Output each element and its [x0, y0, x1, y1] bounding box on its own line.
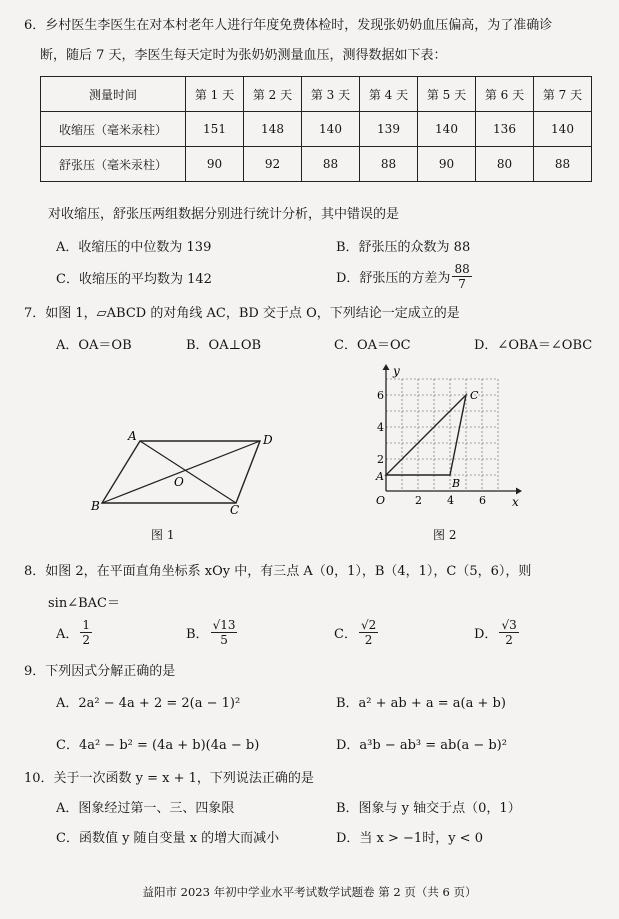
x-tick-6: 6 — [479, 494, 486, 507]
label-c: C — [230, 503, 240, 517]
table-cell: 88 — [302, 147, 360, 182]
point-b-label: B — [452, 477, 461, 490]
figure2-caption: 图 2 — [433, 528, 457, 542]
fraction-numerator: 1 — [82, 618, 91, 632]
q6-option-b: B．舒张压的众数为 88 — [336, 240, 471, 255]
table-header-row — [41, 77, 592, 112]
option-letter: B． — [186, 627, 209, 642]
table-cell: 139 — [360, 112, 418, 147]
table-header: 测量时间 — [41, 77, 186, 112]
table-header: 第 3 天 — [302, 77, 360, 112]
table-header: 第 5 天 — [418, 77, 476, 112]
q6-option-d-fraction — [452, 262, 471, 291]
table-cell: 92 — [244, 147, 302, 182]
label-b: B — [91, 499, 100, 513]
y-tick-4: 4 — [377, 421, 384, 434]
q7-stem: 7．如图 1，▱ABCD 的对角线 AC，BD 交于点 O，下列结论一定成立的是 — [24, 306, 460, 321]
table-cell: 90 — [418, 147, 476, 182]
fraction-denominator: 2 — [82, 633, 91, 647]
q10-stem: 10．关于一次函数 y = x + 1，下列说法正确的是 — [24, 771, 314, 786]
table-cell: 88 — [360, 147, 418, 182]
table-cell: 88 — [534, 147, 592, 182]
q6-option-d-text: D．舒张压的方差为 — [336, 271, 451, 286]
option-letter: A． — [56, 627, 79, 642]
label-o: O — [174, 475, 184, 489]
table-cell: 80 — [476, 147, 534, 182]
q10-option-c: C．函数值 y 随自变量 x 的增大而减小 — [56, 831, 280, 846]
point-c-label: C — [470, 389, 479, 402]
table-cell: 140 — [534, 112, 592, 147]
figure1-parallelogram — [88, 428, 288, 518]
q9-option-b: B．a² + ab + a = a(a + b) — [336, 696, 506, 711]
point-a-label: A — [376, 470, 384, 483]
grid-lines — [386, 379, 498, 491]
fraction-numerator: 88 — [454, 262, 470, 276]
table-cell: 136 — [476, 112, 534, 147]
q9-stem: 9．下列因式分解正确的是 — [24, 664, 176, 679]
y-tick-2: 2 — [377, 453, 384, 466]
q6-option-c: C．收缩压的平均数为 142 — [56, 272, 212, 287]
option-fraction — [499, 618, 518, 647]
label-a: A — [128, 429, 137, 443]
diagonal-ac — [140, 441, 236, 503]
q6-stem-line2: 断，随后 7 天，李医生每天定时为张奶奶测量血压，测得数据如下表： — [40, 48, 447, 63]
table-header: 第 2 天 — [244, 77, 302, 112]
table-row — [41, 147, 592, 182]
q8-stem-line2: sin∠BAC＝ — [48, 596, 120, 611]
y-axis-arrow — [383, 364, 390, 370]
option-letter: C． — [334, 627, 357, 642]
fraction-denominator: 2 — [505, 633, 513, 647]
q8-option-b — [186, 618, 237, 647]
table-header: 第 4 天 — [360, 77, 418, 112]
y-tick-6: 6 — [377, 389, 384, 402]
option-fraction — [359, 618, 378, 647]
x-axis-arrow — [516, 488, 522, 495]
table-cell: 140 — [302, 112, 360, 147]
diagonal-bd — [102, 441, 260, 503]
table-cell: 90 — [186, 147, 244, 182]
q8-stem: 8．如图 2，在平面直角坐标系 xOy 中，有三点 A（0，1），B（4，1），C（5，6），则 — [24, 564, 532, 579]
table-cell: 140 — [418, 112, 476, 147]
q10-option-a: A．图象经过第一、三、四象限 — [56, 801, 235, 816]
figure1-caption: 图 1 — [151, 528, 175, 542]
fraction-denominator: 7 — [458, 277, 466, 291]
option-letter: D． — [474, 627, 498, 642]
fraction-denominator: 5 — [220, 633, 228, 647]
q7-option-d: D．∠OBA＝∠OBC — [474, 338, 593, 353]
figure2-coordinate-grid — [366, 362, 526, 514]
x-axis-label: x — [512, 495, 519, 509]
option-fraction — [80, 618, 92, 647]
q10-option-b: B．图象与 y 轴交于点（0，1） — [336, 801, 521, 816]
table-header: 第 7 天 — [534, 77, 592, 112]
page-footer: 益阳市 2023 年初中学业水平考试数学试题卷 第 2 页（共 6 页） — [142, 885, 477, 899]
origin-label: O — [376, 494, 386, 507]
table-header: 第 1 天 — [186, 77, 244, 112]
q10-option-d: D．当 x > −1时，y < 0 — [336, 831, 483, 846]
label-d: D — [263, 433, 273, 447]
table-cell: 151 — [186, 112, 244, 147]
q8-option-d — [474, 618, 519, 647]
option-fraction — [211, 618, 238, 647]
fraction-numerator: √2 — [360, 618, 377, 632]
q6-prompt: 对收缩压，舒张压两组数据分别进行统计分析，其中错误的是 — [48, 207, 400, 222]
fraction-numerator: √13 — [212, 618, 236, 632]
row-label: 舒张压（毫米汞柱） — [41, 147, 186, 182]
x-tick-4: 4 — [447, 494, 454, 507]
table-cell: 148 — [244, 112, 302, 147]
fraction-denominator: 2 — [364, 633, 373, 647]
q9-option-a: A．2a² − 4a + 2 = 2(a − 1)² — [56, 696, 241, 711]
fraction-numerator: √3 — [501, 618, 517, 632]
row-label: 收缩压（毫米汞柱） — [41, 112, 186, 147]
q9-option-d: D．a³b − ab³ = ab(a − b)² — [336, 738, 507, 753]
triangle-abc — [386, 395, 466, 475]
q6-option-d — [336, 262, 472, 291]
q7-option-c: C．OA＝OC — [334, 338, 411, 353]
y-axis-label: y — [393, 364, 400, 378]
x-tick-2: 2 — [415, 494, 422, 507]
table-row — [41, 112, 592, 147]
q8-option-a — [56, 618, 92, 647]
q8-option-c — [334, 618, 378, 647]
q6-stem-line1: 6．乡村医生李医生在对本村老年人进行年度免费体检时，发现张奶奶血压偏高，为了准确诊 — [24, 18, 553, 33]
q6-option-a: A．收缩压的中位数为 139 — [56, 240, 212, 255]
q7-option-a: A．OA＝OB — [56, 338, 132, 353]
table-header: 第 6 天 — [476, 77, 534, 112]
blood-pressure-table — [40, 76, 592, 182]
q7-option-b: B．OA⊥OB — [186, 338, 262, 353]
q9-option-c: C．4a² − b² = (4a + b)(4a − b) — [56, 738, 260, 753]
